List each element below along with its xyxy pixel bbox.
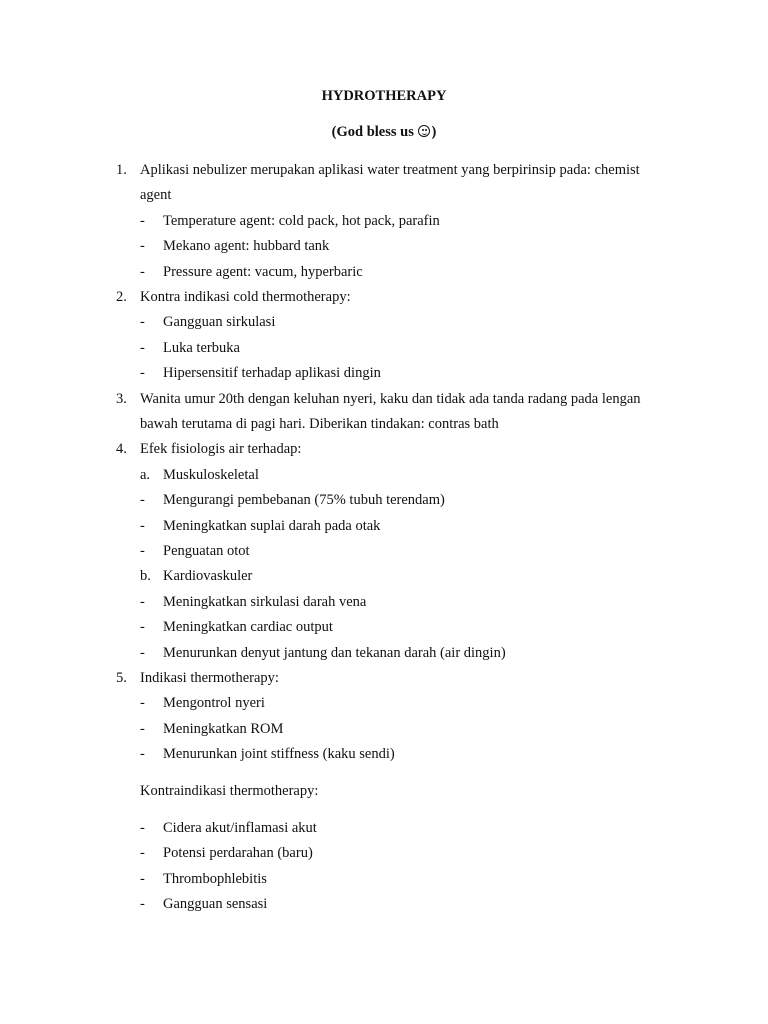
item-bullet: - (140, 593, 145, 610)
item-bullet: - (140, 212, 145, 229)
subtitle-close: ) (431, 124, 437, 140)
item-text-continued: bawah terutama di pagi hari. Diberikan tindakan: contras bath (140, 416, 499, 432)
document-title: HYDROTHERAPY (321, 88, 447, 104)
item-bullet: - (140, 365, 145, 382)
item-text: Pressure agent: vacum, hyperbaric (163, 263, 363, 280)
item-text: Meningkatkan sirkulasi darah vena (163, 593, 367, 610)
item-text: Potensi perdarahan (baru) (163, 845, 313, 862)
item-text: Meningkatkan suplai darah pada otak (163, 517, 381, 534)
smiley-face-icon (418, 125, 430, 137)
item-bullet: - (140, 492, 145, 509)
kontra-heading: Kontraindikasi thermotherapy: (140, 783, 319, 799)
item-text: Efek fisiologis air terhadap: (140, 441, 302, 458)
item-text: Wanita umur 20th dengan keluhan nyeri, kaku dan tidak ada tanda radang pada lengan (140, 390, 641, 407)
item-number: 2. (116, 289, 127, 305)
item-text: Temperature agent: cold pack, hot pack, parafin (163, 212, 440, 229)
item-text: Menurunkan joint stiffness (kaku sendi) (163, 746, 395, 763)
item-text: Muskuloskeletal (163, 466, 259, 483)
item-text: Mekano agent: hubbard tank (163, 238, 330, 255)
item-text: Mengurangi pembebanan (75% tubuh terendam) (163, 492, 445, 509)
item-bullet: - (140, 543, 145, 559)
item-text: Gangguan sirkulasi (163, 314, 276, 331)
item-text: Meningkatkan cardiac output (163, 619, 333, 636)
item-bullet: - (140, 746, 145, 763)
item-text: Thrombophlebitis (163, 870, 267, 887)
item-bullet: - (140, 314, 145, 331)
item-number: 1. (116, 162, 127, 178)
item-text: Gangguan sensasi (163, 896, 268, 913)
item-text: Luka terbuka (163, 339, 240, 356)
item-text: Kardiovaskuler (163, 568, 253, 585)
item-bullet: - (140, 720, 145, 737)
item-bullet: - (140, 845, 145, 862)
item-text: Hipersensitif terhadap aplikasi dingin (163, 365, 381, 382)
item-text: Mengontrol nyeri (163, 695, 265, 712)
item-bullet: b. (140, 568, 151, 585)
item-text: Penguatan otot (163, 543, 250, 559)
item-number: 4. (116, 441, 127, 458)
document-subtitle (0, 124, 768, 141)
item-bullet: - (140, 339, 145, 356)
item-number: 5. (116, 670, 127, 686)
item-bullet: - (140, 870, 145, 887)
item-text: Cidera akut/inflamasi akut (163, 820, 317, 836)
item-bullet: - (140, 820, 145, 836)
item-bullet: - (140, 238, 145, 255)
item-text: Meningkatkan ROM (163, 720, 284, 737)
item-bullet: - (140, 619, 145, 636)
item-bullet: - (140, 695, 145, 712)
item-bullet: - (140, 896, 145, 913)
item-text: Aplikasi nebulizer merupakan aplikasi water treatment yang berpirinsip pada: chemist (140, 162, 640, 178)
subtitle-text: (God bless us (331, 124, 418, 140)
item-text: Indikasi thermotherapy: (140, 670, 279, 686)
item-bullet: - (140, 517, 145, 534)
item-bullet: - (140, 644, 145, 661)
item-text-continued: agent (140, 187, 172, 204)
item-text: Kontra indikasi cold thermotherapy: (140, 289, 351, 305)
item-number: 3. (116, 390, 127, 407)
item-bullet: - (140, 263, 145, 280)
item-text: Menurunkan denyut jantung dan tekanan darah (air dingin) (163, 644, 506, 661)
item-bullet: a. (140, 466, 151, 483)
